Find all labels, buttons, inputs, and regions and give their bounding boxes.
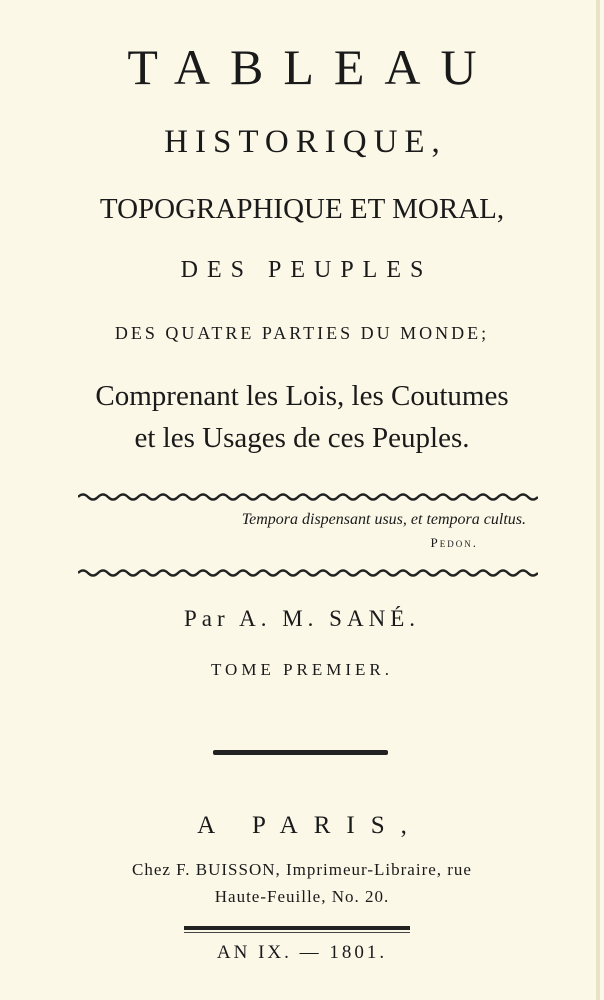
ornamental-rule-bottom bbox=[78, 566, 538, 580]
divider-rule-thick bbox=[184, 926, 410, 930]
motto-author: Pedon. bbox=[430, 535, 478, 550]
ornamental-rule-top bbox=[78, 490, 538, 504]
book-title: TABLEAU bbox=[127, 39, 497, 95]
divider-rule-thin bbox=[184, 932, 410, 933]
subtitle-historique: HISTORIQUE, bbox=[164, 124, 447, 160]
page-edge bbox=[596, 0, 600, 1000]
subtitle-topographique: TOPOGRAPHIQUE ET MORAL, bbox=[99, 193, 505, 225]
printer-line-2: Haute-Feuille, No. 20. bbox=[214, 887, 390, 906]
author-line: Par A. M. SANÉ. bbox=[183, 606, 420, 631]
description-line-2: et les Usages de ces Peuples. bbox=[134, 422, 470, 454]
divider-rule bbox=[213, 750, 388, 755]
publication-date: AN IX. — 1801. bbox=[216, 942, 388, 963]
subtitle-des-peuples: DES PEUPLES bbox=[180, 257, 433, 283]
subtitle-quatre-parties: DES QUATRE PARTIES DU MONDE; bbox=[114, 323, 490, 343]
printer-line-1: Chez F. BUISSON, Imprimeur-Libraire, rue bbox=[132, 860, 472, 879]
description-line-1: Comprenant les Lois, les Coutumes bbox=[95, 380, 509, 412]
publication-city: A PARIS, bbox=[197, 812, 423, 839]
motto-text: Tempora dispensant usus, et tempora cultus. bbox=[241, 511, 526, 528]
volume-line: TOME PREMIER. bbox=[210, 660, 394, 679]
